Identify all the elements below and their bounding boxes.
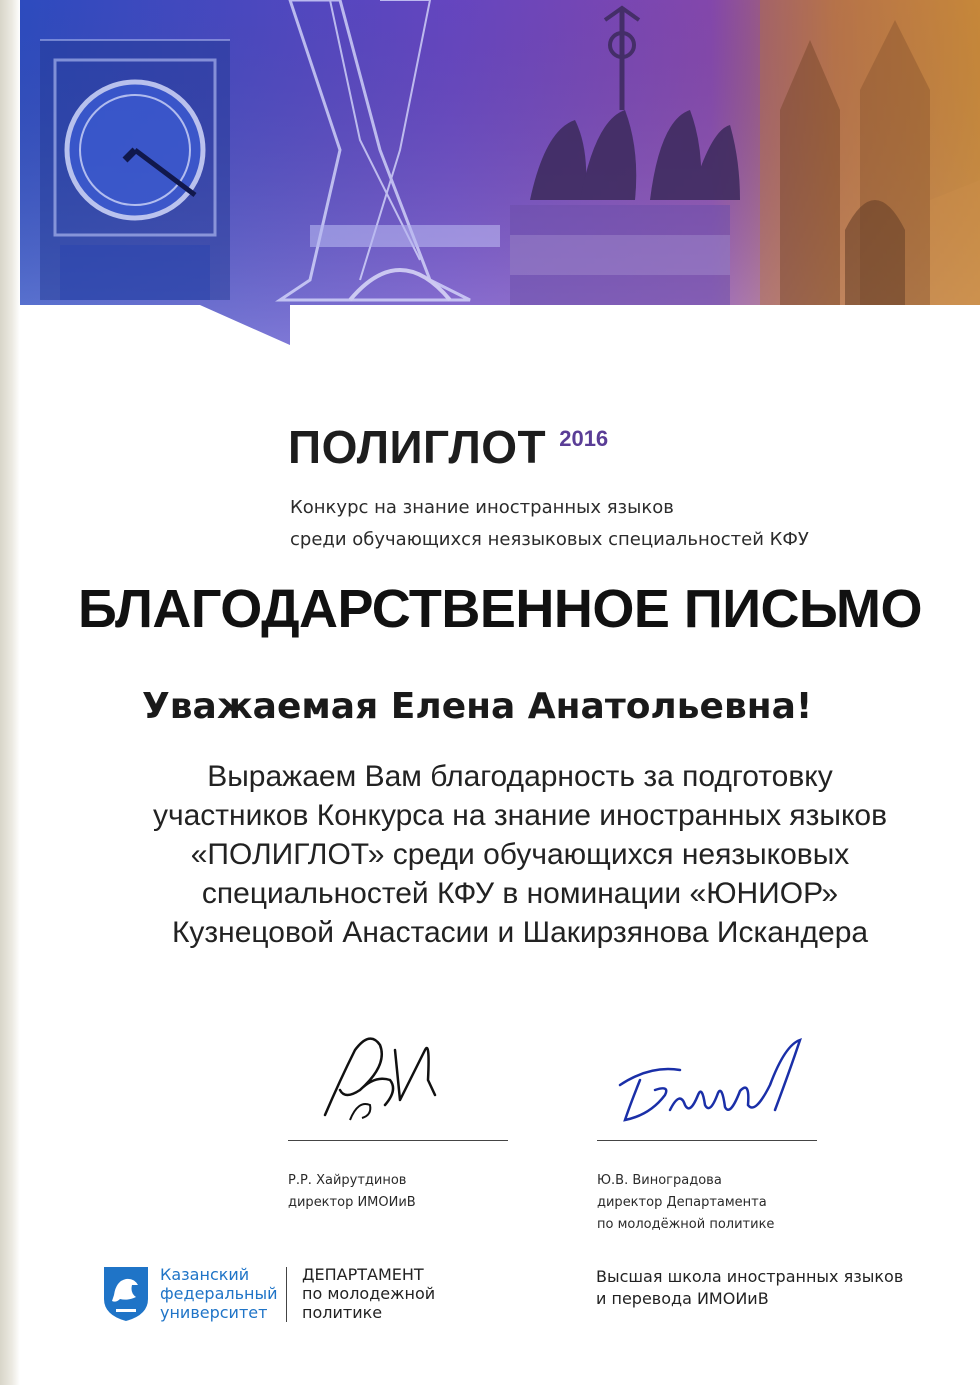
department-name <box>302 1265 435 1322</box>
footer-divider <box>286 1267 287 1322</box>
school-name <box>596 1266 903 1310</box>
body-line: Выражаем Вам благодарность за подготовку <box>207 760 833 793</box>
left-signature <box>300 1020 500 1135</box>
left-signer-role: директор ИМОИиВ <box>288 1195 416 1210</box>
school-line: и перевода ИМОИиВ <box>596 1289 769 1308</box>
department-line: ДЕПАРТАМЕНТ <box>302 1265 424 1284</box>
kfu-name <box>160 1265 278 1322</box>
greeting: Уважаемая Елена Анатольевна! <box>142 686 813 727</box>
school-line: Высшая школа иностранных языков <box>596 1267 904 1286</box>
body-line: Кузнецовой Анастасии и Шакирзянова Искандера <box>171 916 869 949</box>
kfu-name-line: Казанский <box>160 1265 250 1284</box>
left-signature-line <box>288 1140 508 1141</box>
subtitle-line: Конкурс на знание иностранных языков <box>290 497 674 518</box>
department-line: по молодежной <box>302 1284 436 1303</box>
kfu-name-line: университет <box>160 1303 268 1322</box>
body-line: специальностей КФУ в номинации «ЮНИОР» <box>201 877 839 910</box>
right-signature-line <box>597 1140 817 1141</box>
document-title: БЛАГОДАРСТВЕННОЕ ПИСЬМО <box>78 579 922 639</box>
kfu-name-line: федеральный <box>160 1284 278 1303</box>
left-signer <box>288 1170 416 1214</box>
left-signer-name: Р.Р. Хайрутдинов <box>288 1173 407 1188</box>
brand-year: 2016 <box>559 426 609 451</box>
cathedral-illustration <box>760 0 980 305</box>
department-line: политике <box>302 1303 383 1322</box>
subtitle-line: среди обучающихся неязыковых специальностей КФУ <box>290 529 809 550</box>
big-ben-illustration <box>40 40 230 300</box>
body-line: «ПОЛИГЛОТ» среди обучающихся неязыковых <box>190 838 850 871</box>
letter-body <box>40 757 980 952</box>
right-signature <box>610 1025 830 1135</box>
right-signer-role: директор Департамента <box>597 1195 767 1210</box>
contest-brand <box>288 420 608 474</box>
right-signer-name: Ю.В. Виноградова <box>597 1173 722 1188</box>
body-line: участников Конкурса на знание иностранных языков <box>152 799 888 832</box>
contest-subtitle <box>290 492 809 556</box>
brand-title: ПОЛИГЛОТ <box>288 421 547 473</box>
kfu-logo-icon <box>100 1263 152 1323</box>
right-signer <box>597 1170 774 1236</box>
right-signer-role: по молодёжной политике <box>597 1217 775 1232</box>
landmarks-banner <box>0 0 980 420</box>
